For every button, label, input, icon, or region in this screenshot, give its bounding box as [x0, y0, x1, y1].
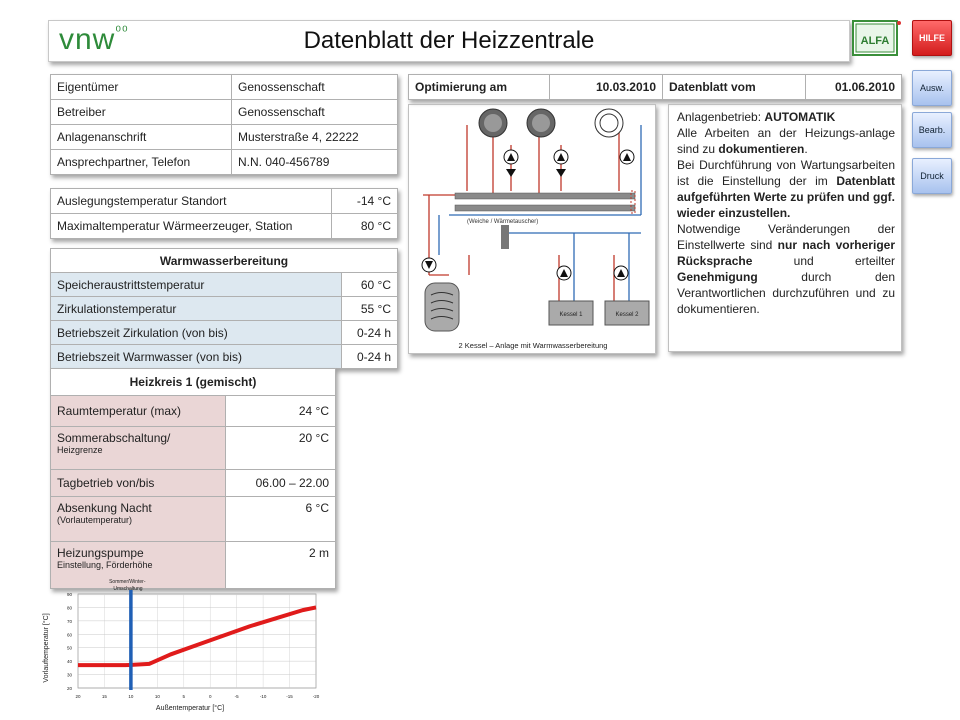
ww-label: Betriebszeit Zirkulation (von bis) [51, 321, 342, 345]
table-row [51, 100, 398, 125]
alfa-logo [852, 20, 902, 58]
ww-label: Betriebszeit Warmwasser (von bis) [51, 345, 342, 369]
schematic-drawing [409, 105, 655, 353]
table-row [51, 75, 398, 100]
hk-label: Tagbetrieb von/bis [51, 470, 226, 497]
hk-label: Absenkung Nacht (Vorlautemperatur) [51, 497, 226, 542]
contact-label: Ansprechpartner, Telefon [51, 150, 232, 175]
y-tick-label: 30 [66, 672, 72, 678]
svg-text:(Weiche / Wärmetauscher): (Weiche / Wärmetauscher) [467, 219, 539, 225]
operator-label: Betreiber [51, 100, 232, 125]
ausw-button[interactable]: Ausw. [912, 70, 952, 106]
hk-value: 06.00 – 22.00 [226, 470, 336, 497]
warmwasser-table [50, 248, 398, 369]
hk-label: Raumtemperatur (max) [51, 396, 226, 427]
hk-value: 2 m [226, 542, 336, 589]
x-tick-label: 15 [101, 694, 107, 699]
plant-schematic [408, 104, 656, 354]
x-axis-label: Außentemperatur [°C] [155, 705, 225, 712]
help-button[interactable]: HILFE [912, 20, 952, 56]
table-row [51, 396, 336, 427]
table-header [51, 369, 336, 396]
ww-label: Zirkulationstemperatur [51, 297, 342, 321]
warmwasser-title: Warmwasserbereitung [51, 249, 398, 273]
operating-notes [668, 104, 902, 352]
chart-marks [78, 590, 316, 690]
hk-value: 20 °C [226, 427, 336, 470]
y-axis-label: Vorlauftemperatur [°C] [43, 613, 50, 683]
heizkreis-title: Heizkreis 1 (gemischt) [51, 369, 336, 396]
contact-value: N.N. 040-456789 [232, 150, 398, 175]
x-tick-label: -10 [259, 694, 267, 699]
x-tick-label: 5 [182, 694, 186, 699]
y-tick-label: 50 [66, 645, 72, 651]
operator-value: Genossenschaft [232, 100, 398, 125]
ww-label: Speicheraustrittstemperatur [51, 273, 342, 297]
hk-label: Heizungspumpe Einstellung, Förderhöhe [51, 542, 226, 589]
table-row [51, 214, 398, 239]
ww-value: 55 °C [342, 297, 398, 321]
table-row [409, 75, 902, 100]
table-row [51, 273, 398, 297]
heizkreis-table [50, 368, 336, 589]
svg-text:ALFA: ALFA [860, 35, 890, 47]
chart-grid [78, 594, 316, 688]
y-tick-label: 20 [66, 686, 72, 691]
ww-value: 0-24 h [342, 321, 398, 345]
table-header [51, 249, 398, 273]
table-row [51, 345, 398, 369]
druck-button[interactable]: Druck [912, 158, 952, 194]
owner-label: Eigentümer [51, 75, 232, 100]
page-header [48, 20, 850, 62]
x-tick-label: -15 [286, 694, 293, 699]
optimization-date: 10.03.2010 [550, 75, 663, 100]
bearb-button[interactable]: Bearb. [912, 112, 952, 148]
svg-text:Kessel 2: Kessel 2 [615, 312, 639, 318]
table-row [51, 470, 336, 497]
hk-value: 24 °C [226, 396, 336, 427]
x-tick-label: 0 [208, 694, 212, 699]
note-maintenance: Bei Durchführung von Wartungsarbeiten ist die Einstellung der im Datenblatt aufgeführten Werte zu prüfen und ggf. wieder einzustellen. [677, 158, 895, 220]
svg-text:2 Kessel – Anlage mit Warmwas: 2 Kessel – Anlage mit Warmwasserbereitung [458, 341, 608, 350]
sheet-date: 01.06.2010 [806, 75, 902, 100]
owner-table [50, 74, 398, 175]
svg-text:Kessel 1: Kessel 1 [559, 312, 583, 318]
heating-curve-line [78, 607, 316, 665]
y-tick-label: 40 [66, 659, 72, 665]
design-temp-label: Auslegungstemperatur Standort [51, 189, 332, 214]
table-row [51, 321, 398, 345]
annotation-line: Sommer/Winter- [109, 579, 146, 585]
table-row [51, 497, 336, 542]
x-tick-label: 10 [154, 694, 160, 699]
table-row [51, 150, 398, 175]
owner-value: Genossenschaft [232, 75, 398, 100]
note-operation: Anlagenbetrieb: AUTOMATIK [677, 110, 836, 124]
y-tick-label: 90 [66, 592, 72, 597]
y-tick-label: 60 [66, 632, 72, 638]
table-row [51, 189, 398, 214]
x-tick-label: 10 [128, 694, 134, 699]
max-temp-label: Maximaltemperatur Wärmeerzeuger, Station [51, 214, 332, 239]
vnw-logo: vnw$^{^{00}}$ [59, 23, 129, 56]
dates-table [408, 74, 902, 100]
plot-frame [78, 594, 316, 688]
ww-value: 0-24 h [342, 345, 398, 369]
design-temperature-table [50, 188, 398, 239]
note-documentation: Alle Arbeiten an der Heizungs-anlage sind zu dokumentieren. [677, 126, 895, 156]
ww-value: 60 °C [342, 273, 398, 297]
chart-annotation [109, 579, 147, 592]
x-tick-label: -5 [234, 694, 239, 699]
y-tick-label: 70 [66, 618, 72, 624]
y-tick-label: 80 [66, 605, 72, 611]
table-row [51, 297, 398, 321]
address-label: Anlagenanschrift [51, 125, 232, 150]
table-row [51, 427, 336, 470]
annotation-line: Umschaltung [113, 586, 143, 592]
note-changes: Notwendige Veränderungen der Einstellwerte sind nur nach vorheriger Rücksprache und erteilter Genehmigung durch den Verantwortlichen durchzuführen und zu dokumentieren. [677, 222, 895, 316]
x-tick-label: -20 [312, 694, 320, 699]
optimization-label: Optimierung am [409, 75, 550, 100]
hk-value: 6 °C [226, 497, 336, 542]
page-title: Datenblatt der Heizzentrale [303, 27, 595, 54]
max-temp-value: 80 °C [332, 214, 398, 239]
address-value: Musterstraße 4, 22222 [232, 125, 398, 150]
hk-label: Sommerabschaltung/ Heizgrenze [51, 427, 226, 470]
x-tick-label: 20 [75, 694, 81, 699]
heating-curve-chart [40, 576, 330, 716]
sheet-date-label: Datenblatt vom [663, 75, 806, 100]
table-row [51, 125, 398, 150]
design-temp-value: -14 °C [332, 189, 398, 214]
